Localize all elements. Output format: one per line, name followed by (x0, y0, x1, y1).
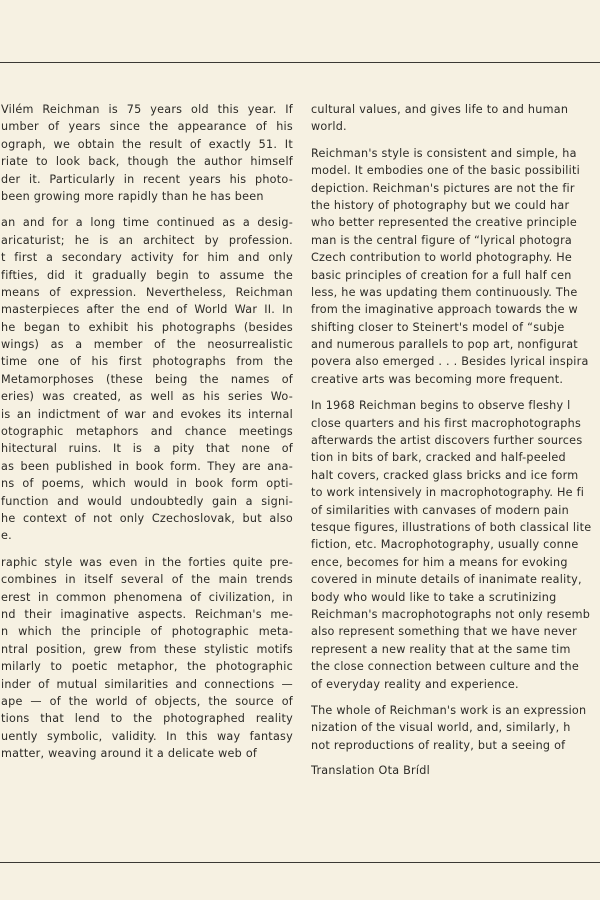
right-column-line: creative arts was becoming more frequent. (311, 372, 564, 386)
paragraph-gap (1, 545, 293, 554)
left-column-line: milarly to poetic metaphor, the photographic (1, 660, 293, 674)
right-column-line: The whole of Reichman's work is an expression (311, 703, 587, 717)
right-column-line: not reproductions of reality, but a seeing of (311, 738, 566, 752)
right-column-line: the history of photography but we could har (311, 198, 570, 212)
right-column-line: world. (311, 120, 347, 134)
right-column-line: cultural values, and gives life to and human (311, 103, 569, 116)
left-column-line: ape — of the world of objects, the source of (1, 694, 293, 708)
right-column-line: tion in bits of bark, cracked and half-peeled (311, 451, 566, 465)
left-column-line: riate to look back, though the author himself (1, 155, 293, 169)
right-column-line: tesque figures, illustrations of both classical lite (311, 520, 592, 534)
right-column-line: In 1968 Reichman begins to observe fleshy l (311, 399, 571, 413)
left-column-line: nd their imaginative aspects. Reichman's me- (1, 607, 293, 621)
right-column-line: and numerous parallels to pop art, nonfigurat (311, 338, 578, 352)
left-column-line: t first a secondary activity for him and only (1, 251, 293, 265)
left-column-line: masterpieces after the end of World War II. In (1, 303, 293, 317)
right-column-line: of similarities with canvases of modern pain (311, 503, 569, 517)
left-column-line: uently symbolic, validity. In this way fantasy (1, 729, 293, 743)
left-column-line: aricaturist; he is an architect by profession. (1, 233, 293, 247)
left-column-line: Vilém Reichman is 75 years old this year. If (1, 103, 293, 116)
right-column-line: also represent something that we have never (311, 625, 577, 639)
left-column-line: as been published in book form. They are ana- (1, 459, 293, 473)
right-column-line: Czech contribution to world photography. He (311, 251, 573, 265)
bottom-rule (0, 862, 600, 863)
right-column-line: Reichman's macrophotographs not only resemb (311, 607, 591, 621)
right-column-line: man is the central figure of “lyrical photogra (311, 233, 573, 247)
right-column-line: covered in minute details of inanimate reality, (311, 573, 582, 587)
right-column-line: close quarters and his first macrophotographs (311, 416, 582, 430)
right-column-line: ence, becomes for him a means for evoking (311, 555, 568, 569)
left-column-line: ns of poems, which would in book form opti- (1, 477, 293, 491)
paragraph-gap (311, 693, 600, 702)
right-column-line: who better represented the creative principle (311, 216, 577, 230)
right-column-line: depiction. Reichman's pictures are not the fir (311, 181, 575, 195)
left-column-line: der it. Particularly in recent years his photo- (1, 172, 293, 186)
left-column-line: matter, weaving around it a delicate web of (1, 747, 258, 761)
left-column-line: otographic metaphors and chance meetings (1, 425, 293, 439)
right-column-line: nization of the visual world, and, similarly, h (311, 721, 571, 735)
left-column-line: Metamorphoses (these being the names of (1, 372, 293, 386)
left-column-line: eries) was created, as well as his series Wo- (1, 390, 293, 404)
right-column-line: afterwards the artist discovers further sources (311, 434, 583, 448)
left-column-line: means of expression. Nevertheless, Reichman (1, 285, 293, 299)
left-column-line: ntral position, grew from these stylistic motifs (1, 642, 293, 656)
left-column-line: n which the principle of photographic meta- (1, 625, 293, 639)
left-column-line: an and for a long time continued as a desig- (1, 216, 293, 230)
left-column-line: e. (1, 529, 12, 543)
right-column-line: Reichman's style is consistent and simple, ha (311, 146, 577, 160)
right-column-line: of everyday reality and experience. (311, 677, 519, 691)
left-column-line: wings) as a member of the neosurrealistic (1, 338, 293, 352)
left-text-column (1, 101, 293, 762)
right-column-line: represent a new reality that at the same tim (311, 642, 571, 656)
left-column-line: fifties, did it gradually begin to assume the (1, 268, 293, 282)
left-column-line: ograph, we obtain the result of exactly 51. It (1, 137, 293, 151)
left-column-line: hitectural ruins. It is a pity that none of (1, 442, 293, 456)
right-column-line: halt covers, cracked glass bricks and ice form (311, 468, 579, 482)
right-column-line: shifting closer to Steinert's model of “subje (311, 320, 565, 334)
right-column-line: basic principles of creation for a full half cen (311, 268, 572, 282)
right-column-line: to work intensively in macrophotography. He fi (311, 486, 585, 500)
translation-credit: Translation Ota Brídl (311, 764, 430, 778)
left-column-line: he context of not only Czechoslovak, but also (1, 511, 293, 525)
left-column-line: time one of his first photographs from the (1, 355, 293, 369)
left-column-line: function and would undoubtedly gain a signi- (1, 494, 293, 508)
right-text-column (311, 101, 600, 779)
left-column-line: combines in itself several of the main trends (1, 573, 293, 587)
left-column-line: raphic style was even in the forties quite pre- (1, 555, 293, 569)
left-column-line: is an indictment of war and evokes its internal (1, 407, 293, 421)
left-column-line: umber of years since the appearance of his (1, 120, 293, 134)
right-column-line: the close connection between culture and the (311, 660, 580, 674)
left-column-line: erest in common phenomena of civilization, in (1, 590, 293, 604)
right-column-line: povera also emerged . . . Besides lyrical inspira (311, 355, 589, 369)
top-rule (0, 62, 600, 63)
right-column-line: model. It embodies one of the basic possibiliti (311, 164, 581, 178)
right-column-line: body who would like to take a scrutinizing (311, 590, 557, 604)
paragraph-gap (311, 136, 600, 145)
left-column-line: inder of mutual similarities and connections — (1, 677, 293, 691)
left-column-line: tions that lend to the photographed reality (1, 712, 293, 726)
left-column-line: he began to exhibit his photographs (besides (1, 320, 293, 334)
paragraph-gap (1, 205, 293, 214)
right-column-line: fiction, etc. Macrophotography, usually conne (311, 538, 579, 552)
right-column-line: less, he was updating them continuously. The (311, 285, 578, 299)
right-column-line: from the imaginative approach towards the w (311, 303, 578, 317)
left-column-line: been growing more rapidly than he has been (1, 189, 264, 203)
paragraph-gap (311, 388, 600, 397)
